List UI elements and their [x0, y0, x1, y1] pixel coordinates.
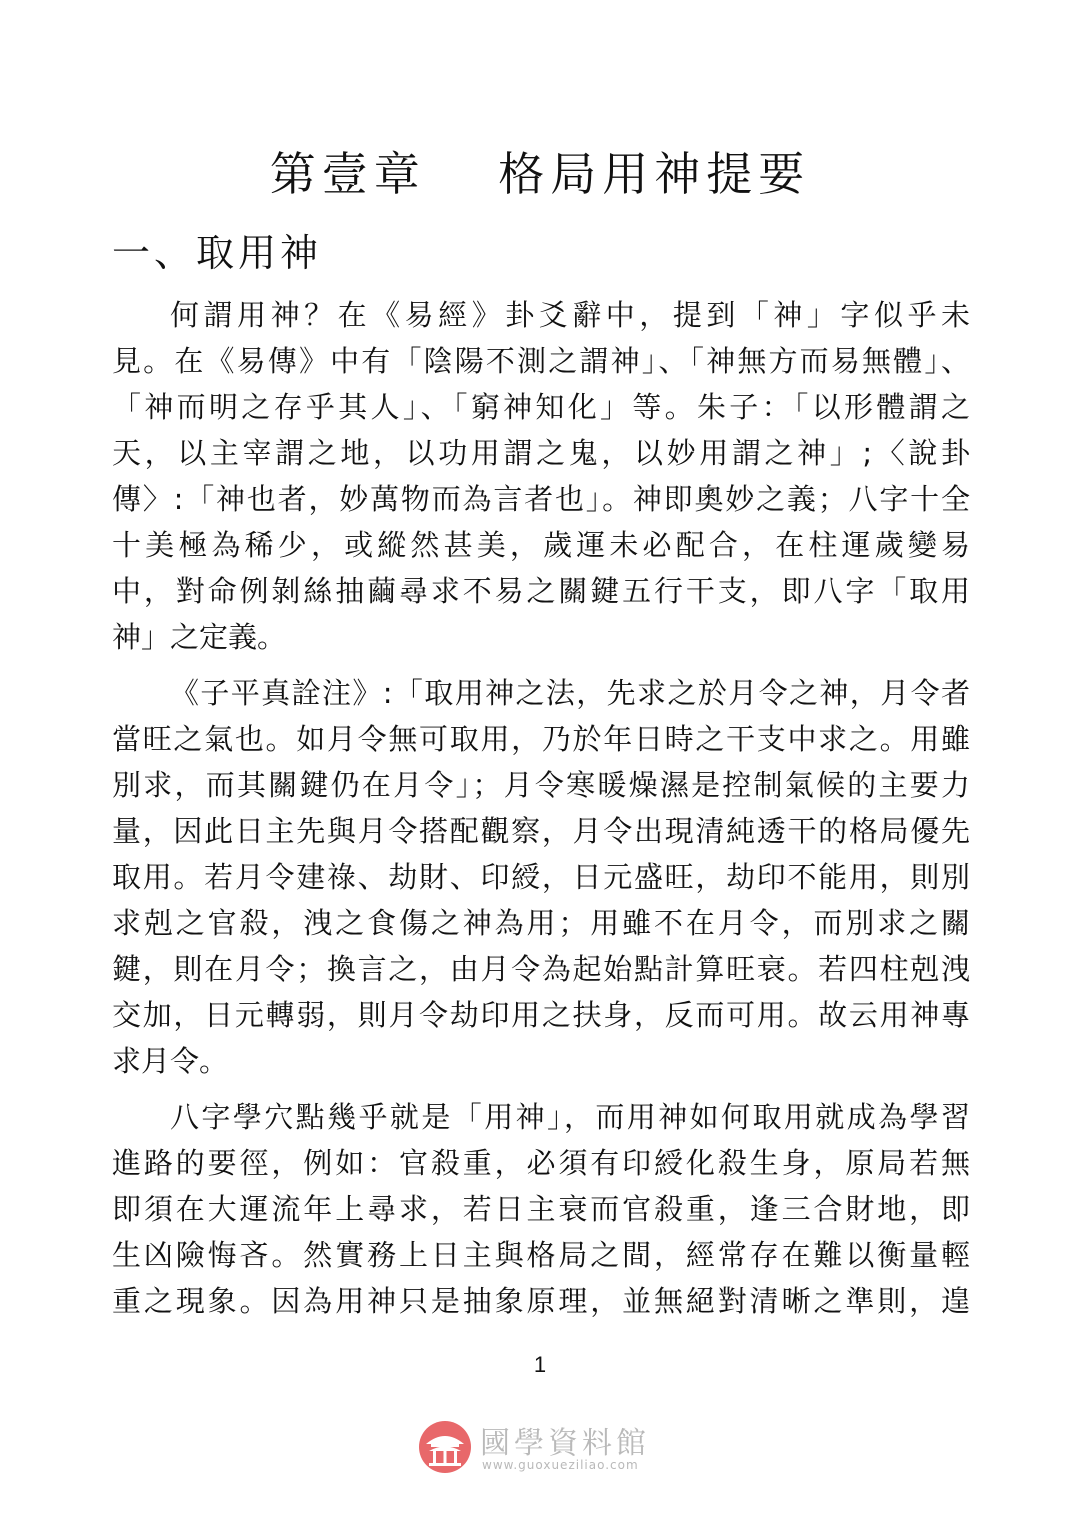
paragraph-line: 取用。若月令建祿、劫財、印綬，日元盛旺，劫印不能用，則別: [112, 860, 970, 894]
watermark-url: www.guoxueziliao.com: [482, 1458, 639, 1472]
paragraph-line: 即須在大運流年上尋求，若日主衰而官殺重，逢三合財地，即: [112, 1192, 970, 1226]
paragraph-line: 交加，日元轉弱，則月令劫印用之扶身，反而可用。故云用神專: [112, 998, 970, 1032]
section-heading: 一、取用神: [112, 231, 323, 275]
pavilion-logo-icon: [418, 1420, 472, 1474]
paragraph-line: 生凶險悔吝。然實務上日主與格局之間，經常存在難以衡量輕: [112, 1238, 970, 1272]
paragraph-line: 量，因此日主先與月令搭配觀察，月令出現清純透干的格局優先: [112, 814, 970, 848]
paragraph-line: 重之現象。因為用神只是抽象原理，並無絕對清晰之準則，遑: [112, 1284, 970, 1318]
paragraph-line: 十美極為稀少，或縱然甚美，歲運未必配合，在柱運歲變易: [112, 528, 970, 562]
paragraph-line: 「神而明之存乎其人」、「窮神知化」等。朱子：「以形體謂之: [112, 390, 970, 424]
paragraph-line: 見。在《易傳》中有「陰陽不測之謂神」、「神無方而易無體」、: [112, 344, 970, 378]
paragraph-line: 天，以主宰謂之地，以功用謂之鬼，以妙用謂之神」;〈說卦: [112, 436, 970, 470]
watermark: [418, 1418, 678, 1482]
paragraph-line: 何謂用神？在《易經》卦爻辭中，提到「神」字似乎未: [170, 298, 970, 332]
paragraph-line: 別求，而其關鍵仍在月令」；月令寒暖燥濕是控制氣候的主要力: [112, 768, 970, 802]
paragraph-line: 求月令。: [112, 1044, 229, 1078]
paragraph-line: 進路的要徑，例如：官殺重，必須有印綬化殺生身，原局若無: [112, 1146, 970, 1180]
chapter-title: 第壹章 格局用神提要: [269, 147, 811, 201]
paragraph-line: 八字學穴點幾乎就是「用神」，而用神如何取用就成為學習: [170, 1100, 970, 1134]
paragraph-line: 《子平真詮注》:「取用神之法，先求之於月令之神，月令者: [170, 676, 970, 710]
page-number: 1: [533, 1352, 547, 1377]
paragraph-line: 求剋之官殺，洩之食傷之神為用；用雖不在月令，而別求之關: [112, 906, 970, 940]
paragraph-line: 當旺之氣也。如月令無可取用，乃於年日時之干支中求之。用雖: [112, 722, 970, 756]
paragraph-line: 神」之定義。: [112, 620, 287, 654]
watermark-name: 國學資料館: [480, 1426, 650, 1461]
paragraph-line: 鍵，則在月令；換言之，由月令為起始點計算旺衰。若四柱剋洩: [112, 952, 970, 986]
paragraph-line: 傳〉:「神也者，妙萬物而為言者也」。神即奧妙之義；八字十全: [112, 482, 970, 516]
paragraph-line: 中，對命例剝絲抽繭尋求不易之關鍵五行干支，即八字「取用: [112, 574, 970, 608]
